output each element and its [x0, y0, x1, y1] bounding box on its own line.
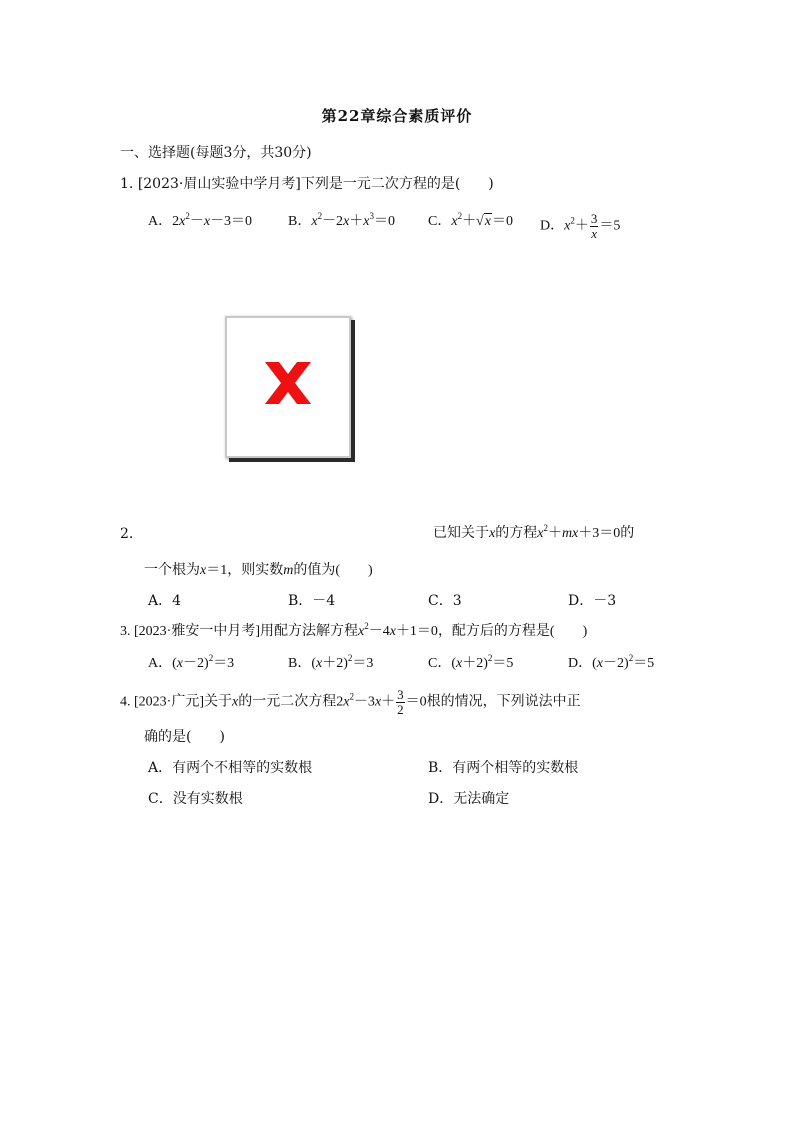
option-1b: B．$x^2-2x+x^3=0$ [288, 211, 395, 229]
question-4: 4. [2023·广元]关于x的一元二次方程$2x^2-3x+$ $\frac{3}{2}$ ＝0根的情况，下列说法中正 [120, 687, 581, 717]
option-1a: A．$2x^2-x-3=0$ [148, 211, 253, 229]
red-x-icon [259, 354, 317, 412]
option-1c: C．$x^2+√x=0$ [428, 211, 513, 229]
option-3c: C．$(x+2)^2=5$ [428, 653, 514, 671]
option-3b: B．$(x+2)^2=3$ [288, 653, 374, 671]
question-4-cont: 确的是( ) [144, 729, 225, 745]
option-2d: D．－3 [568, 593, 617, 609]
page-title: 第22章综合素质评价 [321, 107, 473, 125]
question-number: 2. [120, 526, 134, 542]
question-3: 3. [2023·雅安一中月考]用配方法解方程$x^2-4x+1=0$，配方后的方程是( ) [120, 621, 588, 639]
question-2-stem-cont: 一个根为x＝1，则实数m的值为( ) [144, 563, 373, 578]
option-3a: A．$(x-2)^2=3$ [148, 653, 235, 671]
option-1d: D．$x^2+$ $\frac{3}{x}$ ＝5 [540, 211, 621, 241]
option-2c: C．3 [428, 593, 462, 609]
broken-image-icon [225, 316, 351, 458]
question-2-stem: 已知关于x的方程$x^2+mx+3=0$的 [433, 523, 635, 541]
section-heading: 一、选择题(每题3分，共30分) [120, 145, 312, 161]
question-stem: [2023·眉山实验中学月考]下列是一元二次方程的是( ) [137, 176, 494, 192]
option-4c: C．没有实数根 [148, 791, 243, 807]
option-2b: B．－4 [288, 593, 336, 609]
option-4a: A．有两个不相等的实数根 [148, 760, 313, 776]
option-4d: D．无法确定 [428, 791, 510, 807]
option-4b: B．有两个相等的实数根 [428, 760, 579, 776]
question-number: 1. [120, 176, 134, 192]
option-2a: A．4 [148, 593, 182, 609]
option-3d: D．$(x-2)^2=5$ [568, 653, 655, 671]
question-1 [120, 174, 494, 194]
